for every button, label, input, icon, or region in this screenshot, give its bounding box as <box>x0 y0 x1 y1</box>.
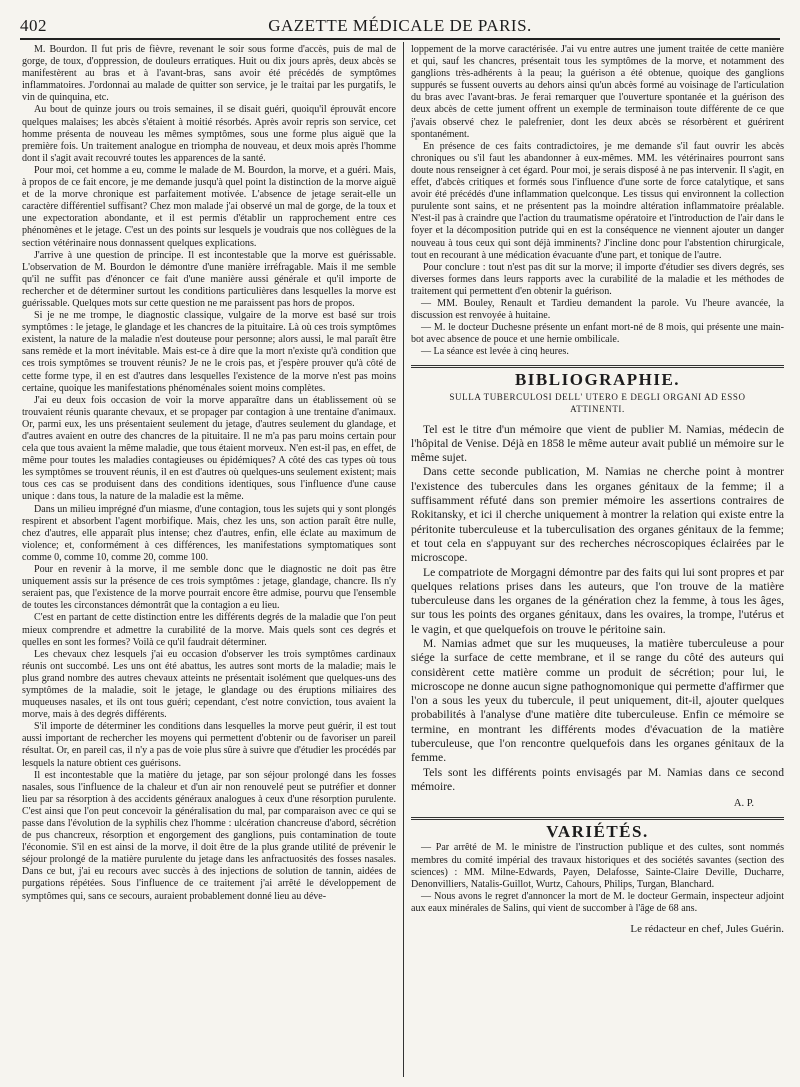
left-paragraph: Dans un milieu imprégné d'un miasme, d'une contagion, tous les sujets qui y sont plongés respirent et absorbent l'agent morbifique. Mais, chez les uns, son action paraît être nulle, chez d'autres, elle apparaît plus intense; chez d'autres, enfin, elle éclate au maximum de violence; et, conformément à ces différences, les manifestations symptomatiques sont comme 0, comme 10, comme 20, comme 100. <box>22 503 396 563</box>
left-paragraph: Au bout de quinze jours ou trois semaines, il se disait guéri, quoiqu'il éprouvât encore quelques malaises; les abcès s'étaient à moitié résorbés. Après avoir repris son service, cet homme présenta de nouveau les mêmes symptômes, sous une forme plus aiguë que la première fois. Un traitement analogue en triompha de nouveau, et deux mois après l'homme dont il s'agit avait recouvré toutes les apparences de la santé. <box>22 104 396 164</box>
section-separator <box>411 817 784 820</box>
section-separator <box>411 365 784 368</box>
discussion-paragraph: loppement de la morve caractérisée. J'ai vu entre autres une jument traitée de cette manière et qui, sauf les chancres, présentait tous les symptômes de la morve, et notamment des ganglions très-adhérents à la peau; la guérison a été obtenue, quoique des ganglions suppurés se fussent ouverts au dehors ainsi qu'un abcès formé au voisinage de l'articulation du bras avec l'avant-bras. Je ferai remarquer que l'ouverture spontanée et la guérison des deux abcès de cette jument offrent un exemple de terminaison toute différente de ce que j'avais observé chez le palefrenier, dont les deux abcès se résorbèrent et guérirent spontanément. <box>411 44 784 140</box>
varietes-paragraph: — Nous avons le regret d'annoncer la mort de M. le docteur Germain, inspecteur adjoint aux eaux minérales de Salins, qui vient de succomber à l'âge de 68 ans. <box>411 890 784 914</box>
bibliography-heading: BIBLIOGRAPHIE. <box>514 370 681 390</box>
bibliography-body <box>411 423 784 795</box>
left-paragraph: Si je ne me trompe, le diagnostic classique, vulgaire de la morve est basé sur trois symptômes : le jetage, le glandage et les chancres de la pituitaire. Là où ces trois symptômes existent, la nature de la maladie n'est douteuse pour personne; alors aussi, le mal paraît être sans remède et la mort inévitable. Mais est-ce à dire que la mort n'existe qu'à condition que ces trois symptômes se trouvent réunis? Je ne le crois pas, et j'espère prouver qu'à côté de cette forme type, il en est d'autres dans lesquelles l'existence de la morve n'est pas moins certaine, quoique les manifestations phénoménales soient moins complètes. <box>22 310 396 394</box>
varietes-heading: VARIÉTÉS. <box>546 822 649 842</box>
left-paragraph: J'arrive à une question de principe. Il est incontestable que la morve est guérissable. L'observation de M. Bourdon le démontre d'une manière irréfragable. Mais il me semble qu'il ne suffit pas d'énoncer ce fait d'une manière aussi générale et qu'il importe de rechercher et de déterminer surtout les conditions particulières dans lesquelles la morve est guérissable. Quelques mots sur cette question ne me paraissent pas hors de propos. <box>22 249 396 309</box>
page-number: 402 <box>20 16 47 35</box>
left-paragraph: Pour moi, cet homme a eu, comme le malade de M. Bourdon, la morve, et a guéri. Mais, à propos de ce fait encore, je me demande jusqu'à quel point la distinction de la morve aiguë et de la morve chronique est parfaitement motivée. L'absence de jetage serait-elle un caractère différentiel suffisant? Chez mon malade j'ai observé un mal de gorge, de la toux et une expectoration abondante, et il est permis d'établir un rapprochement entre ces phénomènes et le jetage. C'est un des points sur lesquels je voudrais que nos collègues de la section vétérinaire nous donnassent quelques explications. <box>22 164 396 249</box>
editor-line: Le rédacteur en chef, Jules Guérin. <box>630 923 784 935</box>
bibliography-paragraph: Tels sont les différents points envisagés par M. Namias dans ce second mémoire. <box>411 765 784 793</box>
bibliography-subtitle <box>411 391 784 415</box>
bibliography-subtitle-line: ATTINENTI. <box>570 403 625 414</box>
session-note: — M. le docteur Duchesne présente un enfant mort-né de 8 mois, qui présente une main-bot avec absence de pouce et une hernie ombilicale. <box>411 322 784 346</box>
bibliography-subtitle-line: SULLA TUBERCULOSI DELL' UTERO E DEGLI ORGANI AD ESSO <box>449 391 746 402</box>
column-divider <box>403 42 404 1077</box>
left-column <box>22 44 396 1073</box>
left-paragraph: J'ai eu deux fois occasion de voir la morve apparaître dans un établissement où se trouvaient réunis quarante chevaux, et se propager par contagion à une trentaine d'animaux. Or, parmi eux, les uns présentaient seulement du jetage, d'autres seulement du glandage, et d'autres avaient en outre des chancres de la pituitaire. Il ne m'a pas paru moins certain pour cela que tous avaient la même maladie, que tous étaient morveux. N'en est-il pas, en effet, de même pour toutes les maladies contagieuses ou épidémiques? A côté des cas types où tous les symptômes se trouvent réunis, il en est d'autres où quelques-uns seulement existent; mais tous ces cas se produisent dans des conditions identiques, sous l'influence d'une cause unique : dans tous, la nature de la maladie est la même. <box>22 394 396 503</box>
varietes-paragraph: — Par arrêté de M. le ministre de l'instruction publique et des cultes, sont nommés membres du comité impérial des travaux historiques et des sociétés savantes (section des sciences) : MM. Milne-Edwards, Payen, Delafosse, Sainte-Claire Deville, Ducharre, Denonvilliers, Natalis-Guillot, Wurtz, Cahours, Philips, Turgan, Blanchard. <box>411 842 784 890</box>
left-paragraph: C'est en partant de cette distinction entre les différents degrés de la maladie que l'on peut mieux comprendre et admettre la curabilité de la morve. Mais quels sont ces degrés et quelles en sont les formes? Voilà ce qu'il faudrait déterminer. <box>22 612 396 648</box>
bibliography-paragraph: Dans cette seconde publication, M. Namias ne cherche point à montrer l'existence des tubercules dans les organes génitaux de la femme; il a suffisamment réfuté dans son premier mémoire les assertions contraires de Rokitansky, et ici il cherche uniquement à montrer la relation qui existe entre la péritonite tuberculeuse et la tuberculisation des organes génitaux de la femme; et tout cela en s'appuyant sur des recherches nécroscopiques éclairées par le microscope. <box>411 465 784 565</box>
bibliography-paragraph: Tel est le titre d'un mémoire que vient de publier M. Namias, médecin de l'hôpital de Venise. Déjà en 1858 le même auteur avait publié un mémoire sur le même sujet. <box>411 422 784 465</box>
bibliography-paragraph: M. Namias admet que sur les muqueuses, la matière tuberculeuse a pour siége la surface de cette membrane, et il se range du côté des auteurs qui considèrent cette matière comme un produit de sécrétion; pour lui, le microscope ne donne aucun signe pathognomonique qui permette d'affirmer que l'on a sous les yeux du tubercule, il peut uniquement, dit-il, ajouter quelques probabilités à l'analyse d'une matière dite tuberculeuse. Enfin ce mémoire se termine, en montrant les différents modes d'évacuation de la matière tuberculeuse, que l'on rencontre quelquefois dans les organes génitaux de la femme. <box>411 636 784 765</box>
discussion-paragraph: En présence de ces faits contradictoires, je me demande s'il faut ouvrir les abcès chroniques ou s'il faut les abandonner à eux-mêmes. MM. les vétérinaires pourront sans doute nous renseigner à cet égard. Pour moi, je serais disposé à ne pas intervenir. Il s'agit, en effet, d'abcès critiques et formés sous l'influence d'une sorte de force catalytique, et sans avoir été précédés d'une inflammation quelconque. Les tissus qui environnent la collection purulente sont sains, et ne présentent pas la moindre altération inflammatoire préalable. N'est-il pas à craindre que l'action du traumatisme opératoire et l'introduction de l'air dans le foyer et la décomposition putride qui en est la conséquence ne viennent ajouter un danger nouveau à tous ceux qui sont déjà imminents? J'incline donc pour l'abstention chirurgicale, tout en recourant à une médication évacuante d'une part, et tonique de l'autre. <box>411 140 784 261</box>
left-paragraph: Pour en revenir à la morve, il me semble donc que le diagnostic ne doit pas être uniquement assis sur la présence de ces trois symptômes : jetage, glandage, chancre. Ils n'y seraient pas, que l'existence de la morve pourrait encore être admise, pourvu que l'ensemble de toutes les circonstances démontrât que la contagion a eu lieu. <box>22 564 396 612</box>
right-column <box>411 44 784 1073</box>
session-note: — La séance est levée à cinq heures. <box>421 346 569 358</box>
journal-title: GAZETTE MÉDICALE DE PARIS. <box>268 16 532 35</box>
left-paragraph: Les chevaux chez lesquels j'ai eu occasion d'observer les trois symptômes cardinaux réunis ont succombé. Les uns ont été abattus, les autres sont morts de la maladie; mais le plus grand nombre des autres chevaux atteints ne présentait isolément que quelques-uns des symptômes de la maladie, soit le jetage, le glandage ou des éruptions miliaires des muqueuses nasales, et ils ont tous guéri; cependant, c'est notre conviction, tous avaient la morve, mais à des degrés différents. <box>22 648 396 721</box>
bibliography-paragraph: Le compatriote de Morgagni démontre par des faits qui lui sont propres et par quelques relations prises dans les auteurs, que l'on trouve de la matière tuberculeuse dans les organes de la génération chez la femme, à tous les âges, sur tous les points des organes génitaux, dans les ovaires, la trompe, l'utérus et le vagin, et que quelquefois on trouve le péritoine sain. <box>411 565 784 636</box>
page-header <box>20 10 780 36</box>
discussion-paragraph: Pour conclure : tout n'est pas dit sur la morve; il importe d'étudier ses divers degrés, ses diverses formes dans leurs rapports avec la curabilité de la maladie et les méthodes de traitement qui permettent d'en obtenir la guérison. <box>411 261 784 297</box>
left-paragraph: M. Bourdon. Il fut pris de fièvre, revenant le soir sous forme d'accès, puis de mal de gorge, de toux, d'oppression, de douleurs erratiques. Huit ou dix jours après, deux abcès se manifestèrent au bras et à l'avant-bras, sans avoir été précédés de symptômes inflammatoires. J'ordonnai au malade de quitter son service, je le traitai par les purgatifs, le vin de quinquina, etc. <box>22 44 396 104</box>
left-paragraph: S'il importe de déterminer les conditions dans lesquelles la morve peut guérir, il est tout aussi important de rechercher les moyens qui permettent d'obtenir ou de favoriser un pareil résultat. Or, en pareil cas, il n'y a pas de voie plus sûre à suivre que d'étudier les procédés par lesquels la nature obtient ces guérisons. <box>22 721 396 769</box>
bibliography-signature: A. P. <box>733 798 754 810</box>
session-note: — MM. Bouley, Renault et Tardieu demandent la parole. Vu l'heure avancée, la discussion est renvoyée à huitaine. <box>411 297 784 322</box>
header-rule <box>20 38 780 40</box>
left-paragraph: Il est incontestable que la matière du jetage, par son séjour prolongé dans les fosses nasales, sous l'influence de la chaleur et d'un air non renouvelé peut se putréfier et donner lieu par sa résorption à des accidents généraux analogues à ceux d'une résorption purulente. C'est ainsi que l'on peut concevoir la généralisation du mal, par comparaison avec ce qui se passe dans l'évolution de la syphilis chez l'homme : ulcération chancreuse d'abord, sécrétion de pus chancreux, résorption et engorgement des ganglions, puis contamination de toute l'économie. S'il en est ainsi de la morve, il doit être de la plus grande utilité de prévenir le séjour prolongé de la matière purulente du jetage dans les anfractuosités des fosses nasales. Dans ce but, j'ai eu recours avec succès à des injections de solution de tannin, aidées de purgations répétées. Sous l'influence de ce traitement j'ai arrêté le développement de symptômes qui, sans ce secours, auraient probablement donné lieu au déve- <box>22 769 396 902</box>
